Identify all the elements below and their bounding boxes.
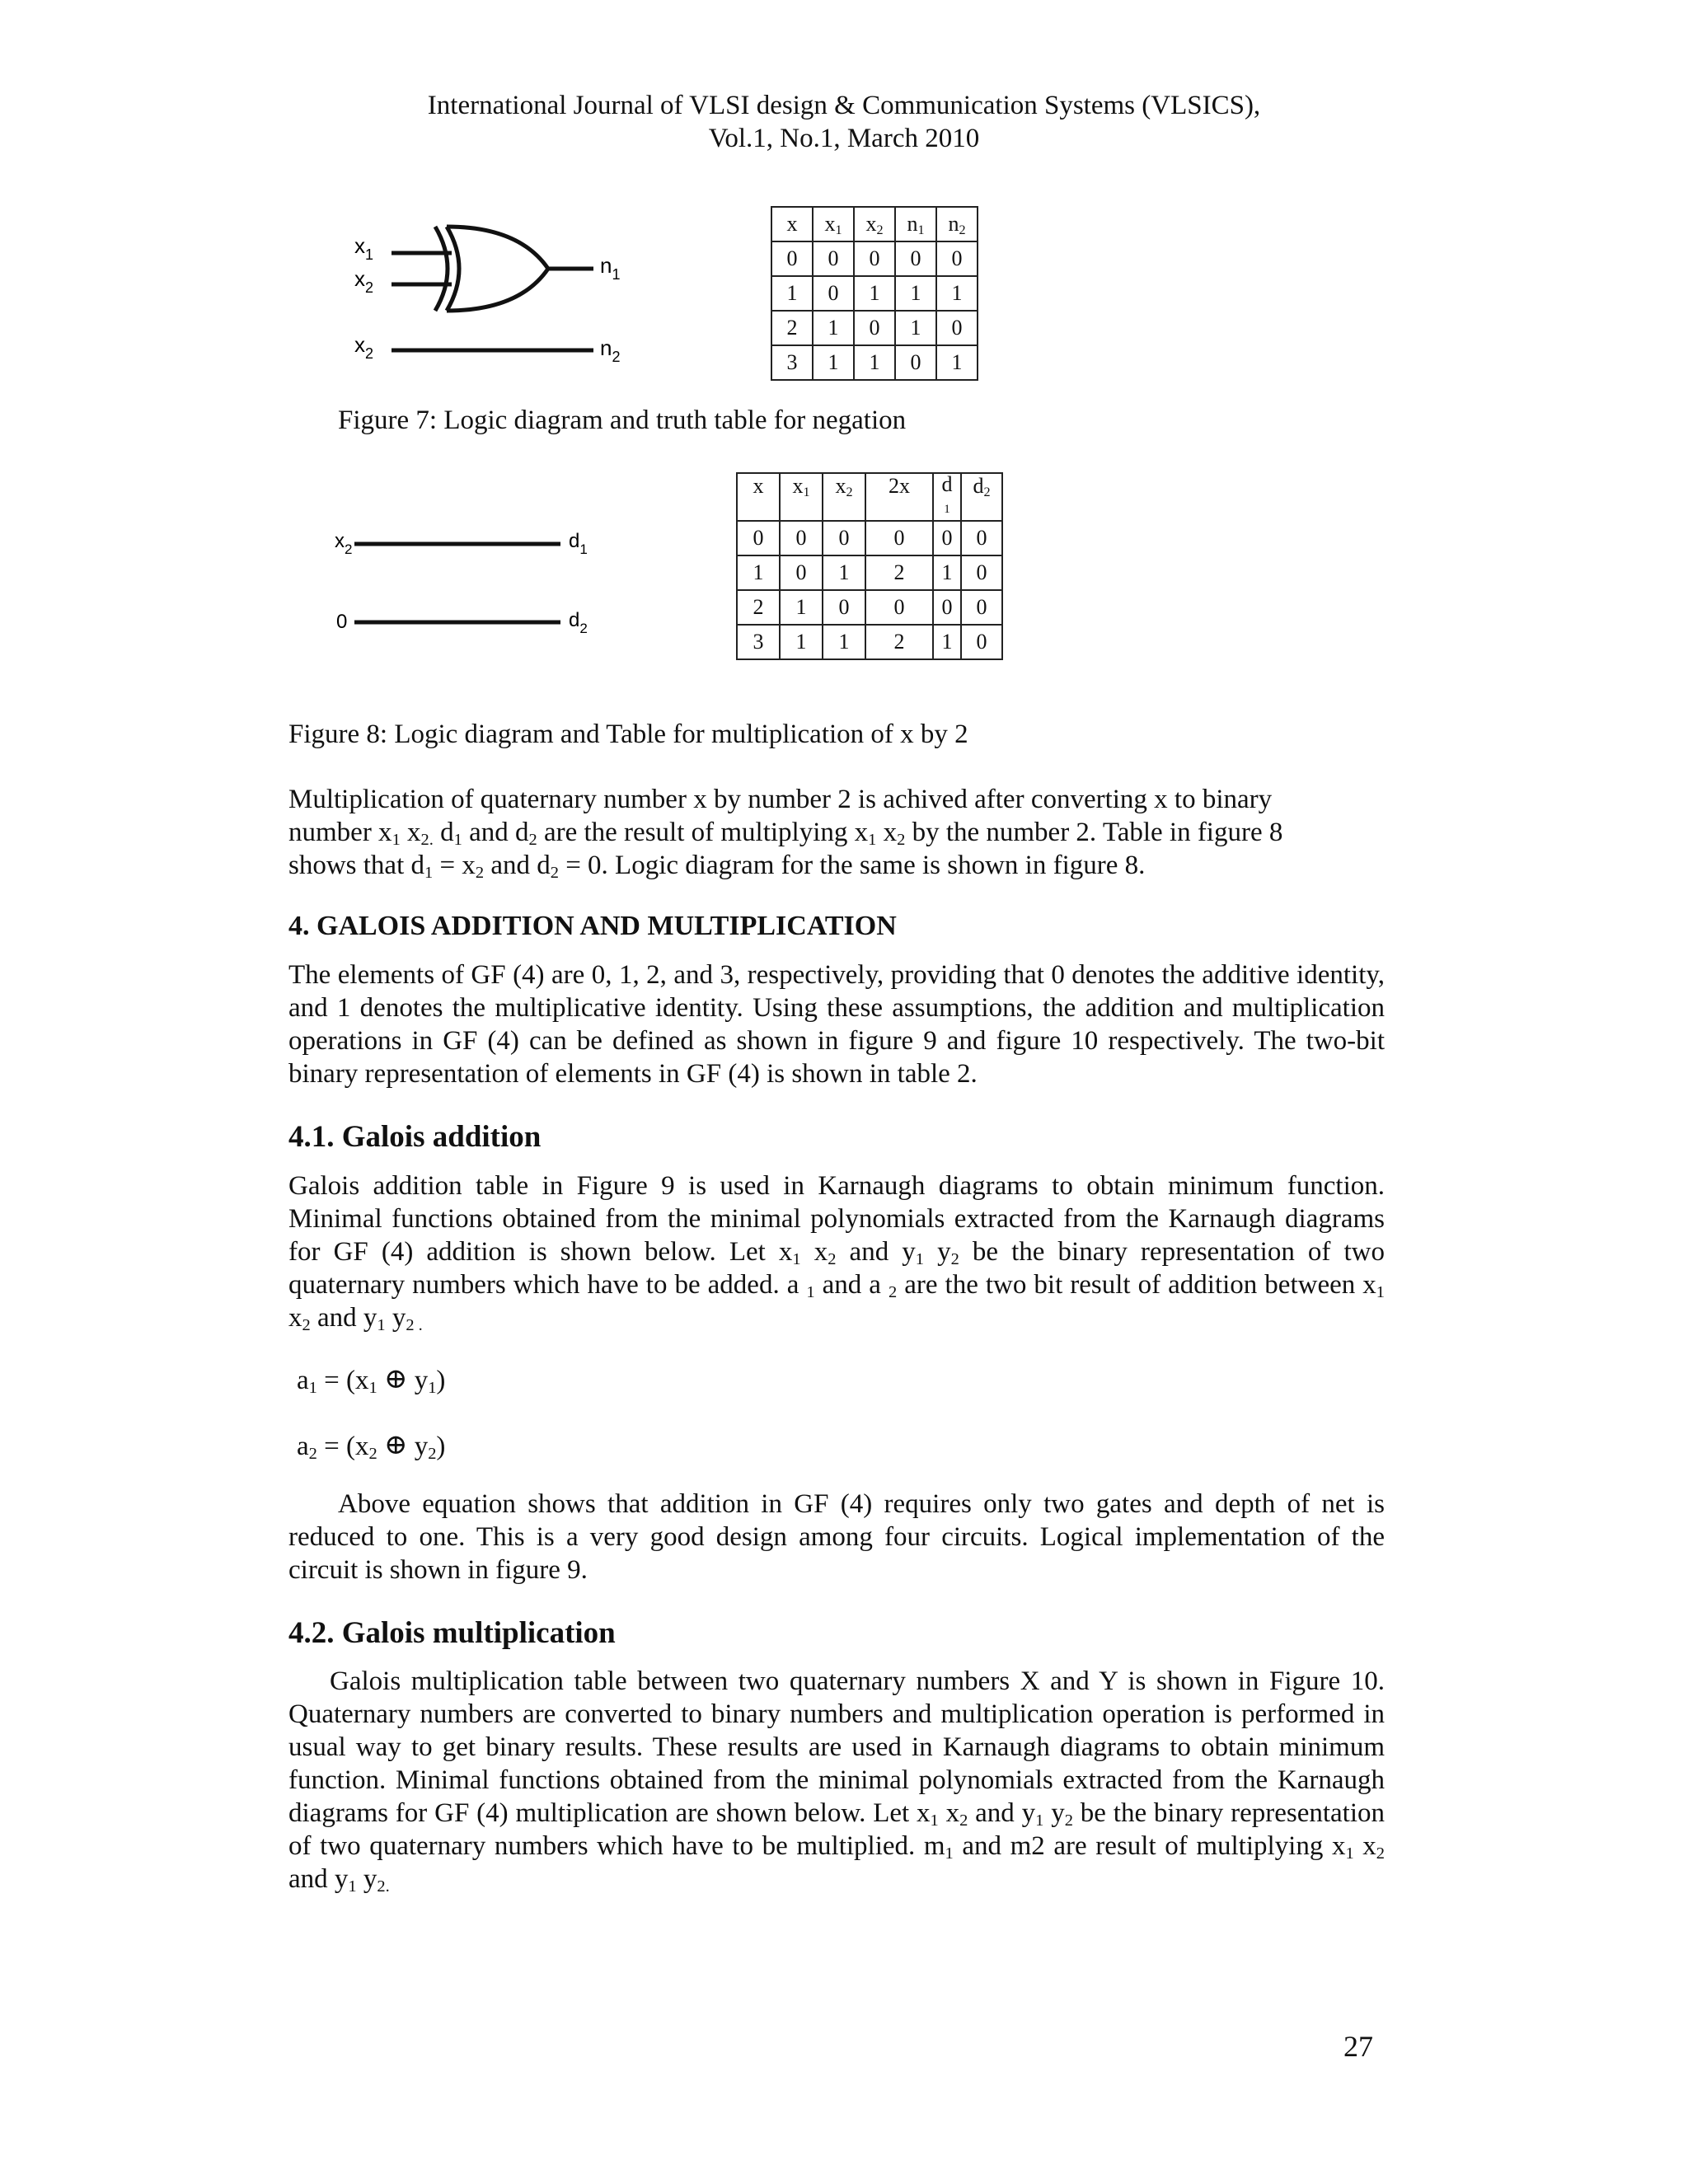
- fig7-label-n1: $n_1$: [600, 253, 621, 283]
- page-number: 27: [1343, 2030, 1373, 2063]
- section-4-1-conclusion: Above equation shows that addition in GF (4) requires only two gates and depth of net is reduced to one. This is a very good design among four circuits. Logical implementation of the circuit is shown in figure 9.: [288, 1489, 1385, 1585]
- section-4-2-paragraph: Galois multiplication table between two quaternary numbers X and Y is shown in Figure 10. Quaternary numbers are converted to binary numbers and multiplication operation is performed in usual way to get binary results. These results are used in Karnaugh diagrams to obtain minimum function. Minimal functions obtained from the minimal polynomials extracted from the Karnaugh diagrams for GF (4) multiplication are shown below. Let $x_1$ $x_2$ and $y_1$ $y_2$ be the binary representation of two quaternary numbers which have to be multiplied. $m_1$ and m2 are result of multiplying $x_1$ $x_2$ and $y_1$ $y_{2.}$: [288, 1666, 1385, 1896]
- para-line-1: Multiplication of quaternary number x by number 2 is achived after converting x to binary: [288, 785, 1273, 814]
- fig7-label-x2: $x_2$: [354, 266, 374, 296]
- xor-symbol-icon: ⊕: [383, 1364, 408, 1394]
- para-line-2: number $x_1$ $x_{2.}$ $d_1$ and $d_2$ are the result of multiplying $x_1$ $x_2$ by the number 2. Table in figure 8: [288, 818, 1283, 850]
- table-row: 0 0 0 0 0 0: [737, 521, 1002, 555]
- section-4-1-heading: 4.1. Galois addition: [288, 1120, 542, 1154]
- fig7-logic-diagram: [346, 210, 651, 375]
- fig8-label-zero: 0: [336, 611, 348, 633]
- paragraph-fig8-explanation: [288, 783, 1385, 882]
- fig7-label-x1: $x_1$: [354, 233, 374, 263]
- table-row: 0 0 0 0 0: [771, 241, 978, 276]
- table-row: 3 1 1 2 1 0: [737, 625, 1002, 659]
- table-row: 2 1 0 0 0 0: [737, 590, 1002, 625]
- table-header-row: x $x_1$ $x_2$ $n_1$ $n_2$: [771, 207, 978, 241]
- journal-header: [0, 89, 1688, 155]
- xor-symbol-icon: ⊕: [383, 1430, 408, 1460]
- section-4-2-heading: 4.2. Galois multiplication: [288, 1616, 616, 1650]
- fig8-caption: Figure 8: Logic diagram and Table for multiplication of x by 2: [288, 719, 968, 749]
- section-4-heading: 4. GALOIS ADDITION AND MULTIPLICATION: [288, 911, 897, 941]
- fig7-label-x2b: $x_2$: [354, 332, 374, 362]
- equation-a1: $a_1 = (x_1$ ⊕ $y_1$): [297, 1364, 446, 1398]
- fig8-label-d2: $d_2$: [569, 609, 588, 636]
- equation-a2: $a_2 = (x_2$ ⊕ $y_2$): [297, 1430, 446, 1464]
- xor-gate-icon: [435, 227, 548, 311]
- para-line-3: shows that $d_1 = x_2$ and $d_2 = 0$. Logic diagram for the same is shown in figure 8.: [288, 851, 1146, 883]
- section-4-paragraph: The elements of GF (4) are 0, 1, 2, and 3, respectively, providing that 0 denotes the additive identity, and 1 denotes the multiplicative identity. Using these assumptions, the addition and multiplication operations in GF (4) can be defined as shown in figure 9 and figure 10 respectively. The two-bit binary representation of elements in GF (4) is shown in table 2.: [288, 960, 1385, 1089]
- journal-title: International Journal of VLSI design & Communication Systems (VLSICS),: [427, 91, 1261, 120]
- table-row: 1 0 1 2 1 0: [737, 555, 1002, 590]
- table-row: 3 1 1 0 1: [771, 345, 978, 380]
- fig8-label-d1: $d_1$: [569, 530, 588, 557]
- table-row: 1 0 1 1 1: [771, 276, 978, 311]
- fig8-label-x2: $x_2$: [335, 530, 353, 557]
- fig8-logic-diagram: [330, 519, 610, 643]
- section-4-1-paragraph: Galois addition table in Figure 9 is used in Karnaugh diagrams to obtain minimum function. Minimal functions obtained from the minimal polynomials extracted from the Karnaugh diagrams for GF (4) addition is shown below. Let $x_1$ $x_2$ and $y_1$ $y_2$ be the binary representation of two quaternary numbers which have to be added. a $_1$ and a $_2$ are the two bit result of addition between $x_1$ $x_2$ and $y_1$ $y_{2 .}$: [288, 1171, 1386, 1335]
- fig7-truth-table: [771, 206, 978, 381]
- fig8-truth-table: [736, 472, 1003, 660]
- table-header-row: x $x_1$ $x_2$ 2x d 1 $d_2$: [737, 473, 1002, 521]
- fig7-label-n2: $n_2$: [600, 335, 621, 365]
- journal-volume: Vol.1, No.1, March 2010: [708, 124, 980, 153]
- fig7-caption: Figure 7: Logic diagram and truth table for negation: [338, 405, 907, 435]
- table-row: 2 1 0 1 0: [771, 311, 978, 345]
